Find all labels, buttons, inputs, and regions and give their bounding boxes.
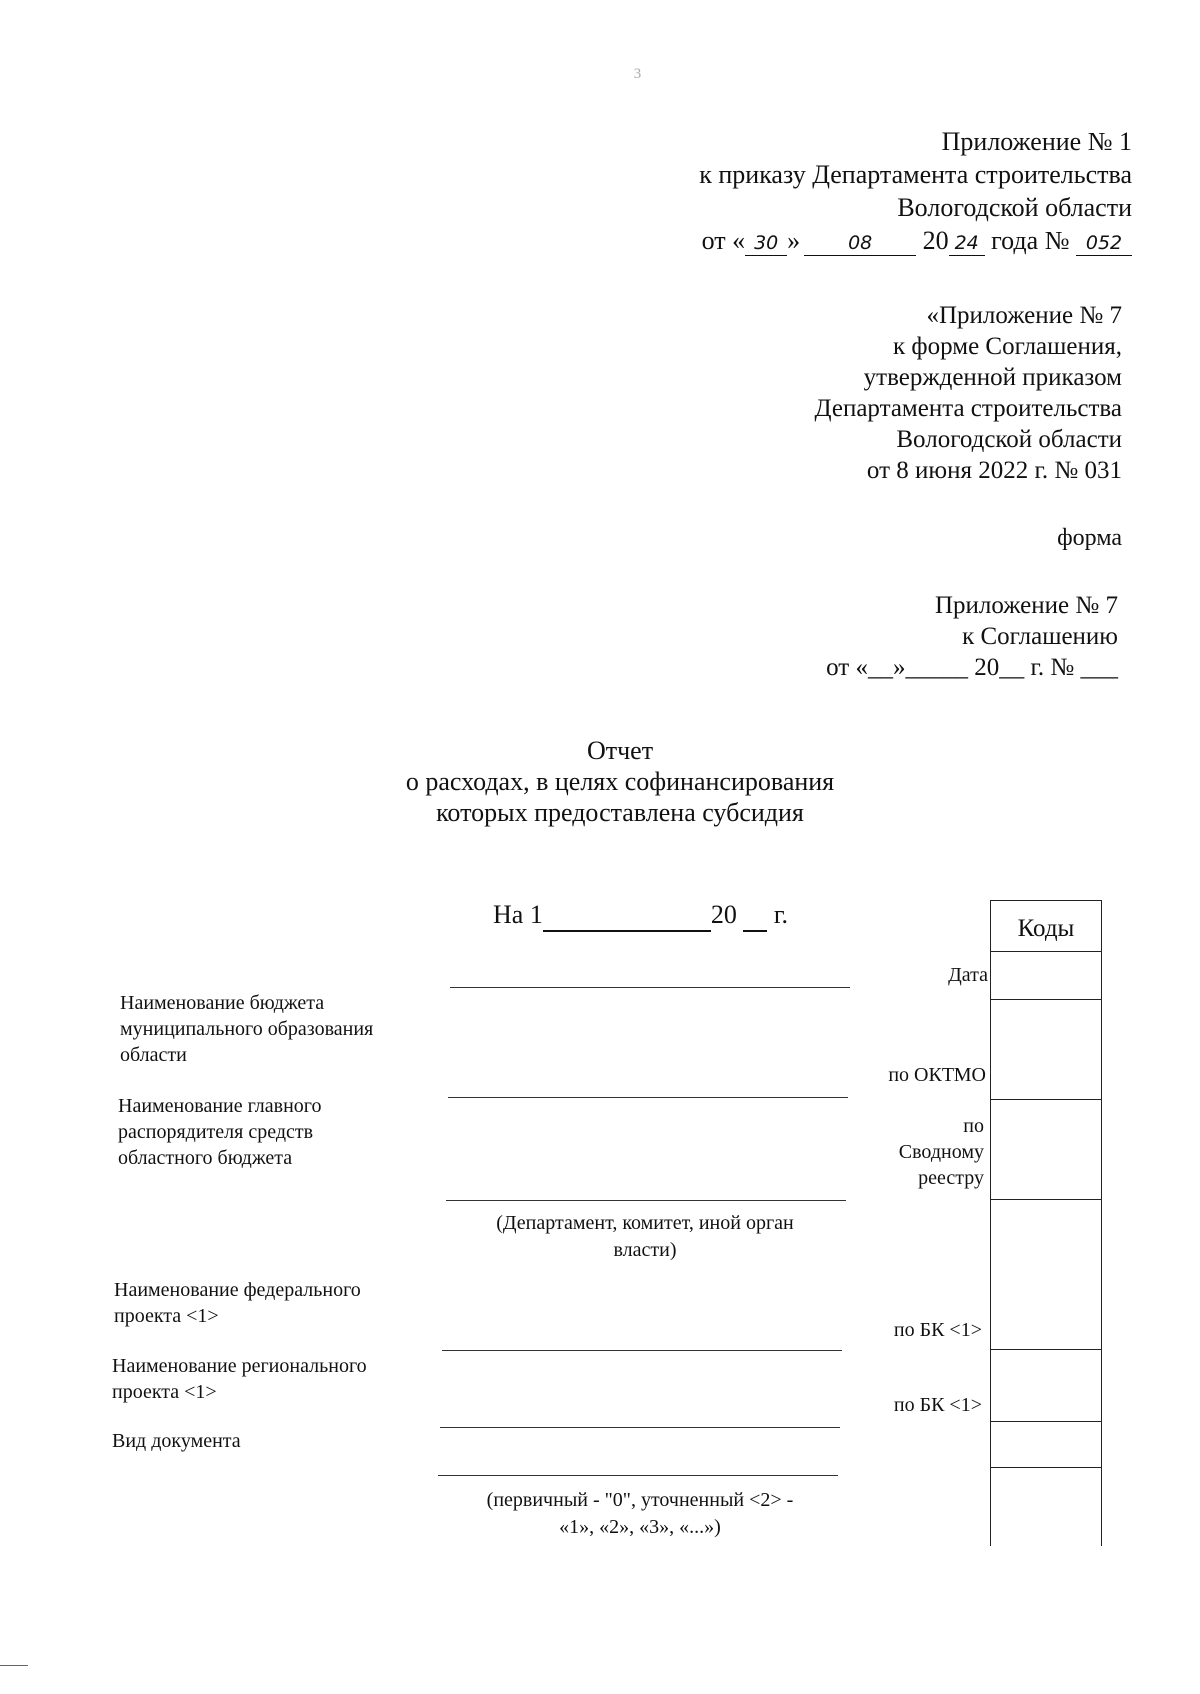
agreement-title: Приложение № 7 — [934, 592, 1118, 619]
handwritten-month: 08 — [804, 231, 916, 256]
report-as-of-date — [493, 900, 788, 932]
report-title — [360, 735, 880, 828]
fill-line-doc-type — [438, 1475, 838, 1476]
distributor-note-line1: (Департамент, комитет, иной орган — [496, 1212, 794, 1234]
agreement-date-line: от «__»_____ 20__ г. № ___ — [826, 654, 1118, 681]
distributor-note-line2: власти) — [613, 1239, 677, 1261]
label-federal-project — [114, 1277, 361, 1329]
code-cell-bk1 — [991, 1200, 1101, 1350]
label-regional-line2: проекта <1> — [112, 1381, 217, 1403]
year-word: года № — [984, 226, 1076, 255]
codes-table — [990, 900, 1102, 1546]
close-quote: » — [787, 226, 801, 255]
appendix-7-line3: утвержденной приказом — [863, 364, 1122, 391]
fill-line-top — [450, 987, 850, 988]
appendix-1-title: Приложение № 1 — [941, 127, 1132, 156]
appendix-1-order: к приказу Департамента строительства — [699, 160, 1132, 189]
fill-line-federal — [442, 1350, 842, 1351]
label-distributor-line3: областного бюджета — [118, 1147, 293, 1169]
label-budget-line3: области — [120, 1044, 187, 1066]
report-title-line3: которых предоставлена субсидия — [436, 798, 804, 827]
report-title-line2: о расходах, в целях софинансирования — [405, 767, 835, 796]
label-registry — [899, 1113, 984, 1191]
appendix-7-header — [815, 300, 1123, 486]
as-of-year: 20 — [710, 900, 737, 929]
label-federal-line2: проекта <1> — [114, 1305, 219, 1327]
label-registry-line3: реестру — [918, 1167, 984, 1189]
handwritten-year: 24 — [949, 231, 985, 256]
as-of-suffix: г. — [773, 900, 789, 929]
as-of-prefix: На 1 — [493, 900, 543, 929]
code-cell-bk2 — [991, 1350, 1101, 1422]
appendix-1-region: Вологодской области — [897, 193, 1132, 222]
label-oktmo: по ОКТМО — [888, 1064, 986, 1086]
label-bk-2: по БК <1> — [893, 1394, 982, 1416]
edge-mark — [0, 1665, 28, 1666]
appendix-1-date-line — [699, 224, 1132, 257]
code-cell-registry — [991, 1100, 1101, 1200]
label-distributor-line1: Наименование главного — [118, 1095, 322, 1117]
appendix-7-line2: к форме Соглашения, — [893, 333, 1122, 360]
appendix-7-line5: Вологодской области — [896, 426, 1122, 453]
doc-type-note-line1: (первичный - "0", уточненный <2> - — [486, 1489, 794, 1511]
label-regional-project — [112, 1353, 367, 1405]
label-regional-line1: Наименование регионального — [112, 1355, 367, 1377]
appendix-7-line4: Департамента строительства — [814, 395, 1122, 422]
fill-line-distributor — [446, 1200, 846, 1201]
label-budget-line1: Наименование бюджета — [120, 992, 325, 1014]
label-doc-type: Вид документа — [112, 1430, 241, 1452]
label-distributor-line2: распорядителя средств — [118, 1121, 314, 1143]
agreement-line2: к Соглашению — [962, 623, 1118, 650]
fill-line-regional — [440, 1427, 840, 1428]
label-bk-1: по БК <1> — [893, 1319, 982, 1341]
handwritten-number: 052 — [1076, 231, 1132, 256]
report-title-line1: Отчет — [586, 736, 654, 765]
label-registry-line1: по — [963, 1115, 984, 1137]
page-number: 3 — [633, 66, 642, 82]
label-distributor — [118, 1093, 322, 1171]
as-of-date-blank — [543, 900, 711, 932]
fill-line-budget — [448, 1097, 848, 1098]
year-prefix: 20 — [922, 226, 949, 255]
doc-type-note — [440, 1487, 840, 1541]
distributor-note — [445, 1210, 845, 1264]
agreement-header — [826, 590, 1118, 683]
label-budget-name — [120, 990, 373, 1068]
code-cell-doc-type — [991, 1468, 1101, 1546]
handwritten-day: 30 — [745, 231, 787, 256]
label-budget-line2: муниципального образования — [120, 1018, 374, 1040]
appendix-7-line6: от 8 июня 2022 г. № 031 — [866, 457, 1122, 484]
code-cell-oktmo — [991, 1000, 1101, 1100]
appendix-1-header — [699, 125, 1132, 257]
label-registry-line2: Сводному — [898, 1141, 984, 1163]
code-cell-date — [991, 952, 1101, 1000]
codes-header: Коды — [991, 900, 1101, 952]
label-federal-line1: Наименование федерального — [114, 1279, 361, 1301]
date-from-label: от « — [701, 226, 746, 255]
doc-type-note-line2: «1», «2», «3», «...») — [559, 1516, 721, 1538]
label-date: Дата — [948, 964, 988, 986]
as-of-year-blank — [743, 900, 767, 932]
code-cell-extra — [991, 1422, 1101, 1468]
form-label: форма — [1057, 525, 1122, 551]
appendix-7-title: «Приложение № 7 — [926, 302, 1122, 329]
